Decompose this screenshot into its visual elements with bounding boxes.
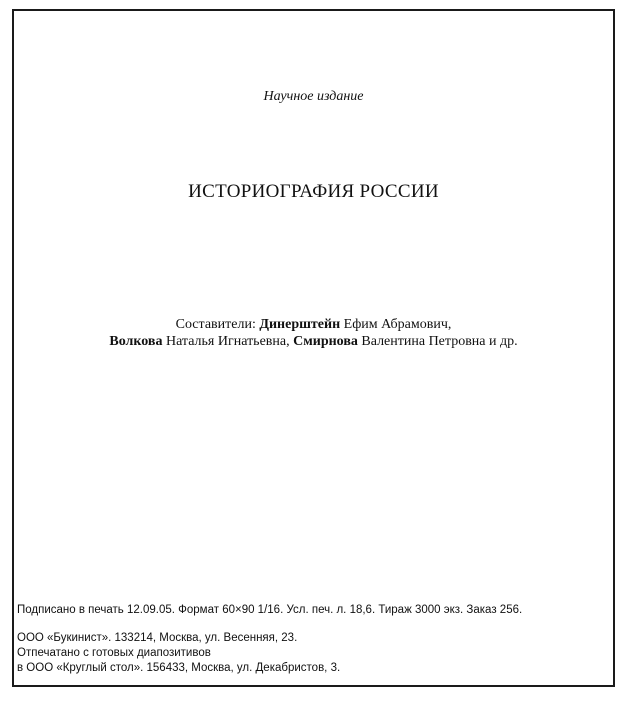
imprint-publisher-block [17, 631, 609, 676]
edition-type: Научное издание [263, 89, 364, 104]
compiler-surname: Динерштейн [259, 317, 341, 332]
page-title: ИСТОРИОГРАФИЯ РОССИИ [188, 181, 439, 202]
imprint-printed-from-line: Отпечатано с готовых диапозитивов [17, 647, 211, 659]
imprint-printer-line: в ООО «Круглый стол». 156433, Москва, ул. Декабристов, 3. [17, 662, 341, 674]
compiler-surname: Смирнова [293, 334, 358, 349]
compiler-surname: Волкова [109, 334, 163, 349]
compilers-line-1 [14, 316, 613, 333]
imprint-signed-line: Подписано в печать 12.09.05. Формат 60×90 1/16. Усл. печ. л. 18,6. Тираж 3000 экз. Заказ 256. [17, 604, 523, 616]
compilers-label: Составители: [175, 317, 256, 332]
compiler-given-name: Наталья Игнатьевна, [165, 334, 290, 349]
compilers-block [14, 316, 613, 350]
compiler-given-name: Валентина Петровна и др. [361, 334, 518, 349]
compiler-given-name: Ефим Абрамович, [343, 317, 452, 332]
imprint-publisher-line: ООО «Букинист». 133214, Москва, ул. Весенняя, 23. [17, 632, 298, 644]
compilers-line-2 [14, 333, 613, 350]
page-frame [12, 9, 615, 687]
